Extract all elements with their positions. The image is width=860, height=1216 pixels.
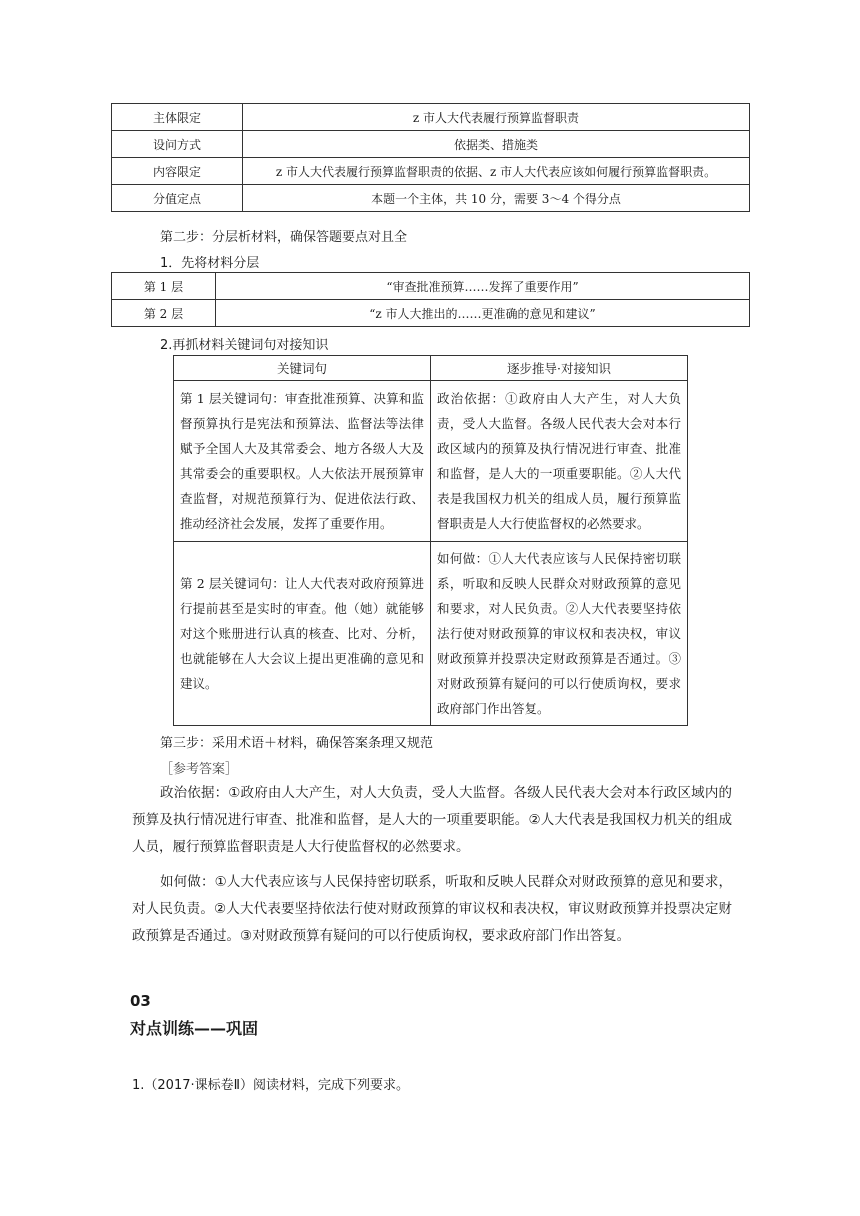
- answer-paragraph-1: 政治依据：①政府由人大产生，对人大负责，受人大监督。各级人民代表大会对本行政区域内的预算及执行情况进行审查、批准和监督，是人大的一项重要职能。②人大代表是我国权力机关的组成人员，履行预算监督职责是人大行使监督权的必然要求。: [132, 785, 732, 855]
- question-line: 1.（2017·课标卷Ⅱ）阅读材料，完成下列要求。: [132, 1078, 410, 1093]
- row-value: 依据类、措施类: [243, 131, 750, 158]
- step2-heading: 第二步：分层析材料，确保答题要点对且全: [160, 230, 408, 245]
- knowledge-cell: 如何做：①人大代表应该与人民保持密切联系，听取和反映人民群众对财政预算的意见和要求，对人民负责。②人大代表要坚持依法行使对财政预算的审议权和表决权，审议财政预算并投票决定财政预算是否通过。③对财政预算有疑问的可以行使质询权，要求政府部门作出答复。: [431, 542, 688, 726]
- row-label: 内容限定: [112, 158, 243, 185]
- row-label: 主体限定: [112, 104, 243, 131]
- reference-answer-title: ［参考答案］: [160, 762, 239, 777]
- section-title: 对点训练——巩固: [130, 1019, 259, 1038]
- row-label: 第 1 层: [112, 273, 216, 300]
- table-row: [112, 300, 750, 327]
- table-row: [112, 131, 750, 158]
- column-header: 逐步推导·对接知识: [431, 356, 688, 381]
- row-label: 设问方式: [112, 131, 243, 158]
- row-label: 第 2 层: [112, 300, 216, 327]
- table-header-row: [174, 356, 688, 381]
- row-value: 本题一个主体，共 10 分，需要 3～4 个得分点: [243, 185, 750, 212]
- keywords-cell: 第 1 层关键词句：审查批准预算、决算和监督预算执行是宪法和预算法、监督法等法律赋予全国人大及其常委会、地方各级人大及其常委会的重要职权。人大依法开展预算审查监督，对规范预算行为、促进依法行政、推动经济社会发展，发挥了重要作用。: [174, 381, 431, 542]
- row-value: “审查批准预算……发挥了重要作用”: [216, 273, 750, 300]
- answer-paragraph-2: 如何做：①人大代表应该与人民保持密切联系，听取和反映人民群众对财政预算的意见和要求，对人民负责。②人大代表要坚持依法行使对财政预算的审议权和表决权，审议财政预算并投票决定财政预算是否通过。③对财政预算有疑问的可以行使质询权，要求政府部门作出答复。: [132, 874, 732, 944]
- table-row: [112, 185, 750, 212]
- knowledge-cell: 政治依据：①政府由人大产生，对人大负责，受人大监督。各级人民代表大会对本行政区域内的预算及执行情况进行审查、批准和监督，是人大的一项重要职能。②人大代表是我国权力机关的组成人员，履行预算监督职责是人大行使监督权的必然要求。: [431, 381, 688, 542]
- step2-sub2: 2.再抓材料关键词句对接知识: [160, 338, 329, 353]
- table-row: [174, 542, 688, 726]
- step2-sub1: 1．先将材料分层: [160, 256, 260, 271]
- row-label: 分值定点: [112, 185, 243, 212]
- keywords-cell: 第 2 层关键词句：让人大代表对政府预算进行提前甚至是实时的审查。他（她）就能够对这个账册进行认真的核查、比对、分析，也就能够在人大会议上提出更准确的意见和建议。: [174, 542, 431, 726]
- step3-heading: 第三步：采用术语＋材料，确保答案条理又规范: [160, 736, 434, 751]
- analysis-table: [111, 103, 750, 212]
- table-row: [112, 158, 750, 185]
- keyword-table: [173, 355, 688, 726]
- table-row: [174, 381, 688, 542]
- table-row: [112, 104, 750, 131]
- row-value: z 市人大代表履行预算监督职责: [243, 104, 750, 131]
- layer-table: [111, 272, 750, 327]
- section-number: 03: [130, 992, 151, 1010]
- row-value: “z 市人大推出的……更准确的意见和建议”: [216, 300, 750, 327]
- column-header: 关键词句: [174, 356, 431, 381]
- row-value: z 市人大代表履行预算监督职责的依据、z 市人大代表应该如何履行预算监督职责。: [243, 158, 750, 185]
- table-row: [112, 273, 750, 300]
